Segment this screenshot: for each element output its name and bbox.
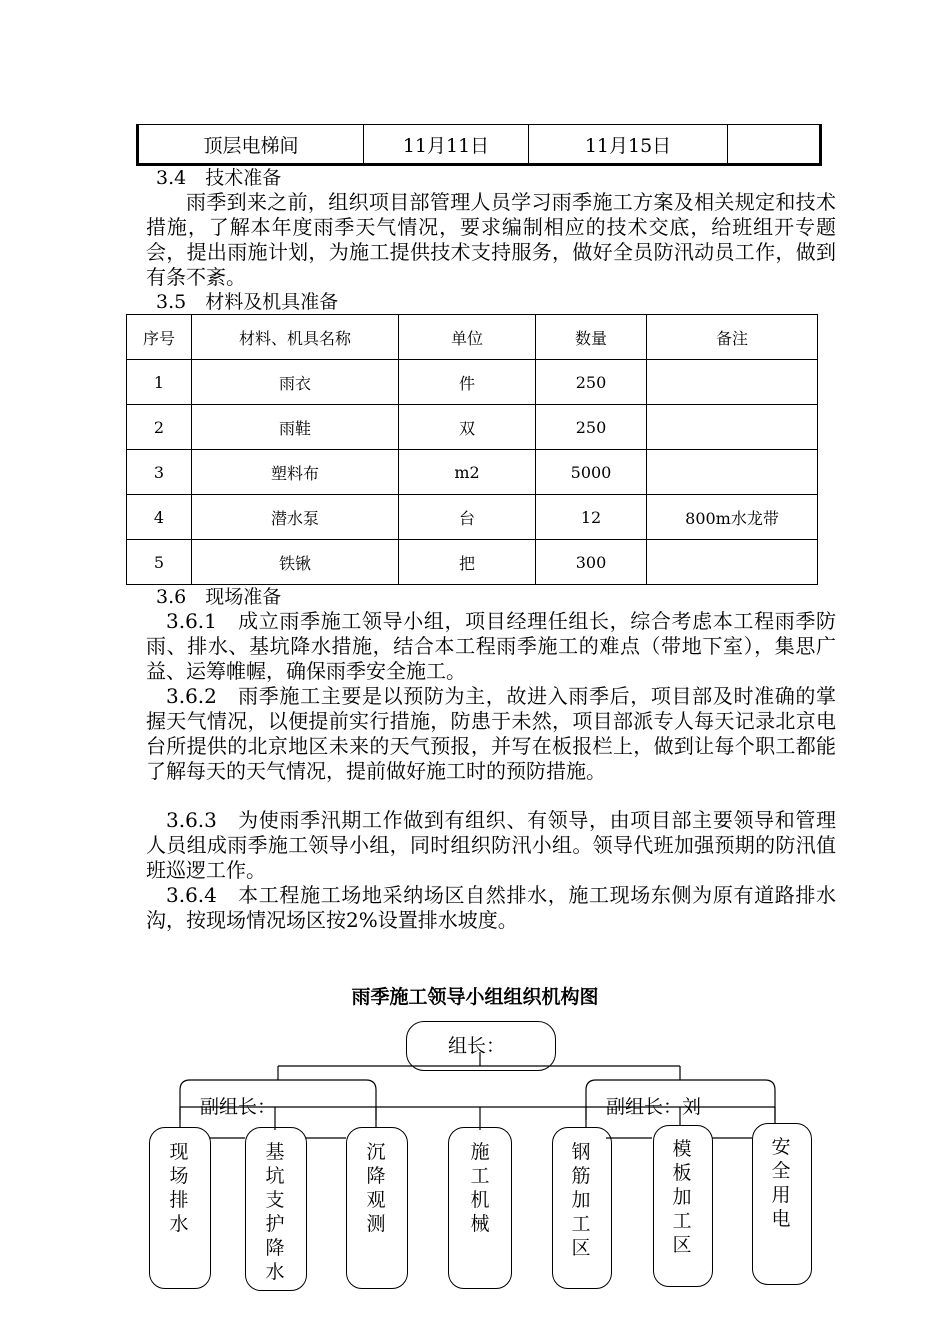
cell: 12	[536, 495, 647, 540]
section-3-6-2: 3.6.2 雨季施工主要是以预防为主，故进入雨季后，项目部及时准确的掌握天气情况，以便提前实行措施，防患于未然，项目部派专人每天记录北京电台所提供的北京地区未来的天气预报，并写在板报栏上，做到让每个职工都能了解每天的天气情况，提前做好施工时的预防措施。	[146, 684, 836, 783]
cell: 双	[399, 405, 536, 450]
cell: 250	[536, 405, 647, 450]
section-3-5-heading: 3.5 材料及机具准备	[156, 291, 339, 313]
cell: 2	[127, 405, 192, 450]
cell: 5	[127, 540, 192, 585]
unit-label-machinery: 施工机械	[470, 1141, 490, 1235]
cell: m2	[399, 450, 536, 495]
cell: 雨衣	[192, 360, 399, 405]
leader-label: 组长：	[448, 1035, 506, 1057]
cell: 塑料布	[192, 450, 399, 495]
section-3-6-1: 3.6.1 成立雨季施工领导小组，项目经理任组长，综合考虑本工程雨季防雨、排水、基坑降水措施，结合本工程雨季施工的难点（带地下室），集思广益、运筹帷幄，确保雨季安全施工。	[146, 609, 836, 683]
col-header-name: 材料、机具名称	[192, 315, 399, 360]
cell: 台	[399, 495, 536, 540]
deputy-left-label: 副组长：	[200, 1096, 277, 1118]
org-chart-title: 雨季施工领导小组组织机构图	[351, 986, 599, 1008]
unit-label-formwork: 模板加工区	[672, 1138, 692, 1256]
section-3-4-body: 雨季到来之前，组织项目部管理人员学习雨季施工方案及相关规定和技术措施，了解本年度雨季天气情况，要求编制相应的技术交底，给班组开专题会，提出雨施计划，为施工提供技术支持服务，做好全员防汛动员工作，做到有条不紊。	[146, 190, 836, 289]
section-3-6-heading: 3.6 现场准备	[156, 586, 282, 608]
unit-label-electric: 安全用电	[771, 1136, 791, 1230]
cell: 把	[399, 540, 536, 585]
section-3-6-3: 3.6.3 为使雨季汛期工作做到有组织、有领导，由项目部主要领导和管理人员组成雨季施工领导小组，同时组织防汛小组。领导代班加强预期的防汛值班巡逻工作。	[146, 808, 836, 882]
unit-label-drainage: 现场排水	[169, 1141, 189, 1235]
cell: 300	[536, 540, 647, 585]
cell: 4	[127, 495, 192, 540]
cell: 件	[399, 360, 536, 405]
col-header-qty: 数量	[536, 315, 647, 360]
cell: 铁锹	[192, 540, 399, 585]
cell: 潜水泵	[192, 495, 399, 540]
section-3-6-4: 3.6.4 本工程施工场地采纳场区自然排水，施工现场东侧为原有道路排水沟，按现场情况场区按2%设置排水坡度。	[146, 883, 836, 932]
schedule-item: 顶层电梯间	[138, 125, 364, 165]
cell: 800m水龙带	[647, 495, 818, 540]
col-header-no: 序号	[127, 315, 192, 360]
unit-label-rebar: 钢筋加工区	[571, 1141, 591, 1259]
schedule-start: 11月11日	[364, 125, 529, 165]
unit-label-settlement: 沉降观测	[366, 1141, 386, 1235]
cell: 250	[536, 360, 647, 405]
section-3-4-heading: 3.4 技术准备	[156, 167, 282, 189]
col-header-unit: 单位	[399, 315, 536, 360]
col-header-note: 备注	[647, 315, 818, 360]
deputy-right-label: 副组长：刘	[606, 1096, 702, 1118]
cell: 5000	[536, 450, 647, 495]
cell: 1	[127, 360, 192, 405]
cell: 雨鞋	[192, 405, 399, 450]
schedule-end: 11月15日	[529, 125, 728, 165]
unit-label-dewatering: 基坑支护降水	[265, 1141, 285, 1283]
cell: 3	[127, 450, 192, 495]
